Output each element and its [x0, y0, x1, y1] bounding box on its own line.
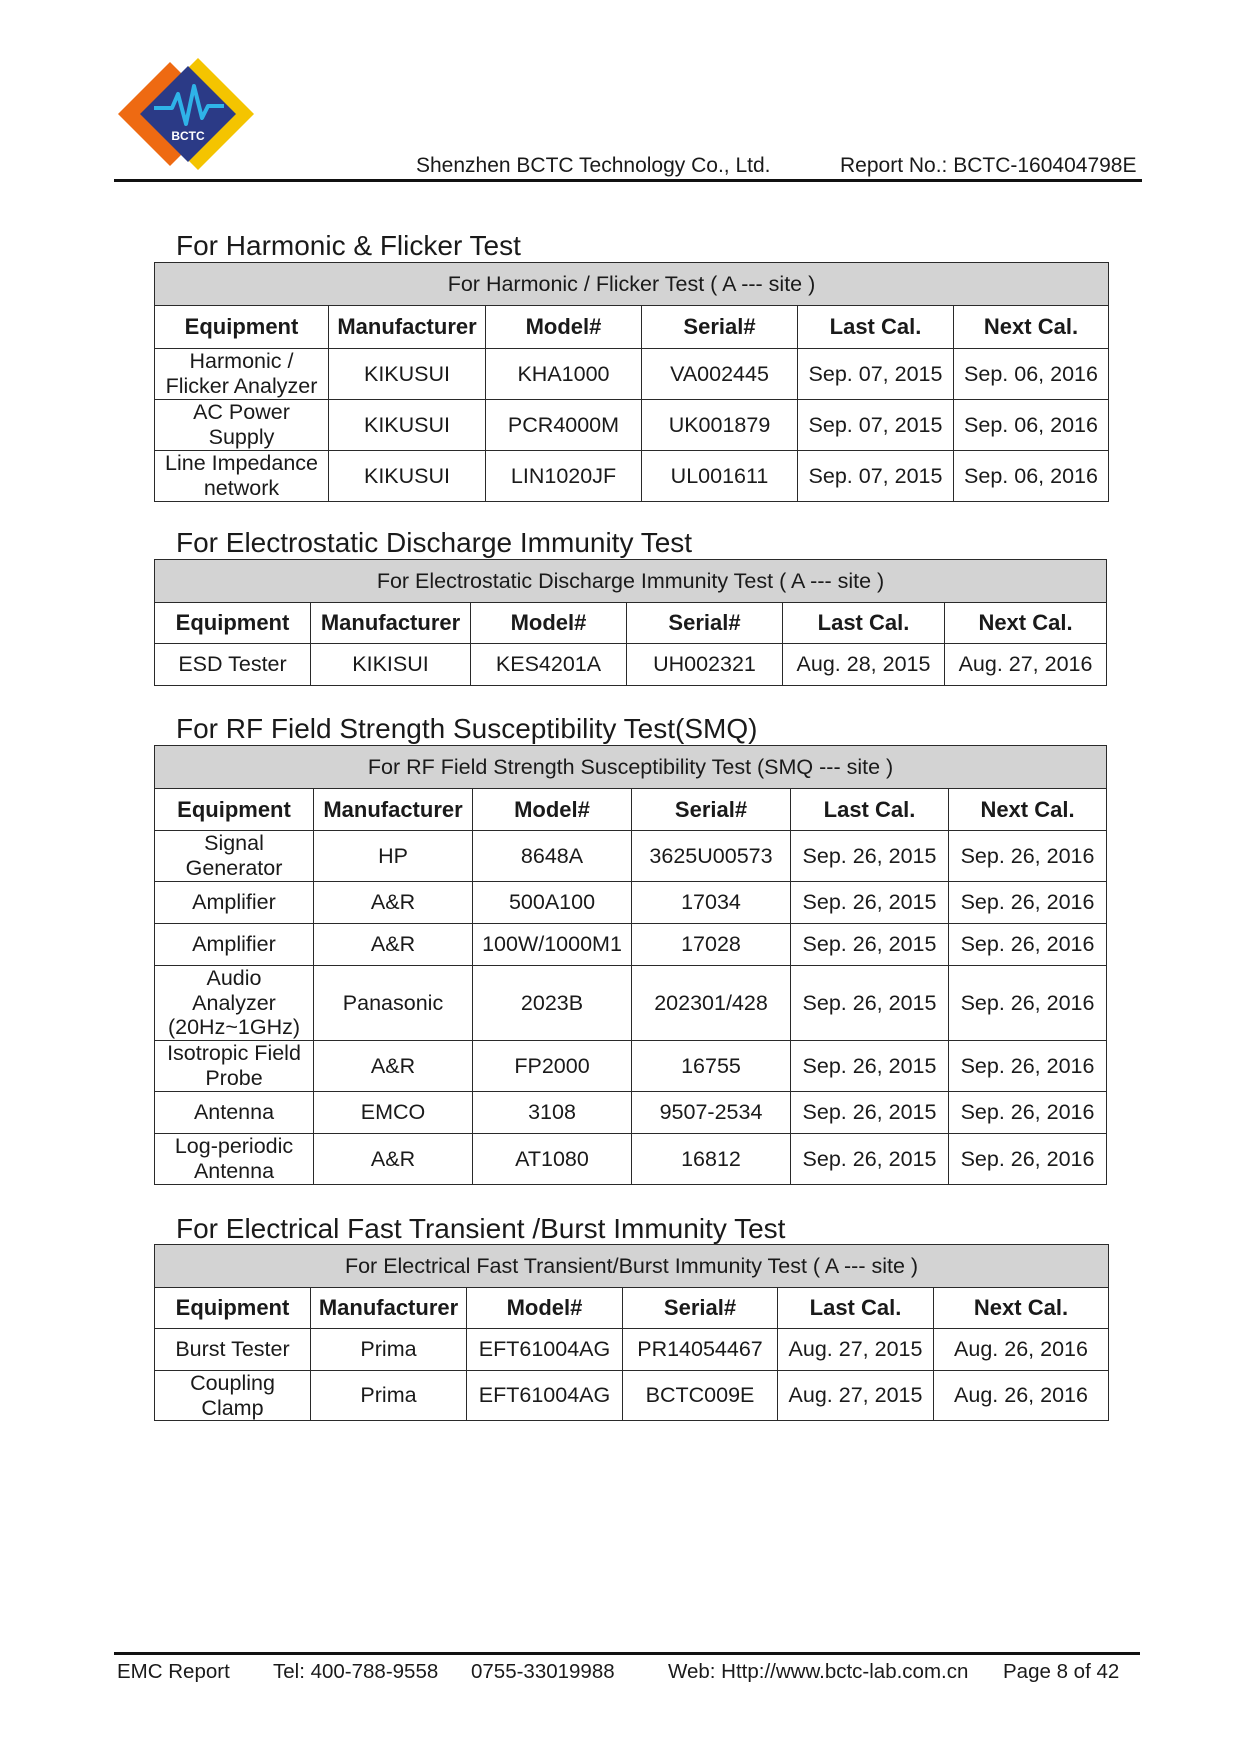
cell-next-cal: Sep. 06, 2016 — [954, 451, 1109, 502]
col-header: Manufacturer — [311, 603, 471, 644]
cell-equipment: Line Impedance network — [155, 451, 329, 502]
cell-next-cal: Sep. 06, 2016 — [954, 349, 1109, 400]
cell-manufacturer: KIKUSUI — [329, 451, 486, 502]
cell-manufacturer: EMCO — [314, 1092, 473, 1134]
table-row — [155, 831, 1107, 882]
cell-serial: 202301/428 — [632, 966, 791, 1041]
col-header: Next Cal. — [954, 306, 1109, 349]
cell-model: AT1080 — [473, 1134, 632, 1185]
cell-serial: 3625U00573 — [632, 831, 791, 882]
col-header: Serial# — [627, 603, 783, 644]
col-header: Equipment — [155, 1288, 311, 1329]
header-divider — [114, 179, 1142, 182]
col-header: Equipment — [155, 603, 311, 644]
cell-equipment: Amplifier — [155, 924, 314, 966]
cell-next-cal: Sep. 06, 2016 — [954, 400, 1109, 451]
table-caption: For Harmonic / Flicker Test ( A --- site ) — [155, 263, 1109, 306]
cell-manufacturer: KIKUSUI — [329, 349, 486, 400]
table-row — [155, 451, 1109, 502]
cell-manufacturer: A&R — [314, 924, 473, 966]
footer-tel-2: 0755-33019988 — [471, 1660, 615, 1683]
cell-manufacturer: Prima — [311, 1371, 467, 1421]
cell-last-cal: Aug. 28, 2015 — [783, 644, 945, 686]
table-caption: For Electrical Fast Transient/Burst Immunity Test ( A --- site ) — [155, 1245, 1109, 1288]
cell-model: EFT61004AG — [467, 1329, 623, 1371]
cell-manufacturer: KIKUSUI — [329, 400, 486, 451]
col-header: Last Cal. — [798, 306, 954, 349]
cell-manufacturer: HP — [314, 831, 473, 882]
table-row — [155, 1134, 1107, 1185]
table-row — [155, 349, 1109, 400]
cell-manufacturer: A&R — [314, 1134, 473, 1185]
table-row — [155, 644, 1107, 686]
logo-text: BCTC — [171, 129, 205, 143]
cell-manufacturer: Prima — [311, 1329, 467, 1371]
col-header: Last Cal. — [778, 1288, 934, 1329]
col-header: Next Cal. — [945, 603, 1107, 644]
col-header: Serial# — [642, 306, 798, 349]
cell-last-cal: Sep. 07, 2015 — [798, 400, 954, 451]
table-row — [155, 882, 1107, 924]
cell-last-cal: Sep. 07, 2015 — [798, 349, 954, 400]
cell-equipment: Log-periodic Antenna — [155, 1134, 314, 1185]
footer-web: Web: Http://www.bctc-lab.com.cn — [668, 1660, 969, 1683]
col-header: Model# — [473, 789, 632, 831]
bctc-logo — [116, 58, 278, 170]
footer-divider — [114, 1652, 1140, 1655]
cell-serial: UH002321 — [627, 644, 783, 686]
section-title-esd: For Electrostatic Discharge Immunity Test — [176, 527, 693, 558]
cell-serial: VA002445 — [642, 349, 798, 400]
cell-last-cal: Aug. 27, 2015 — [778, 1329, 934, 1371]
cell-model: KES4201A — [471, 644, 627, 686]
footer-page-number: Page 8 of 42 — [1003, 1660, 1120, 1683]
cell-serial: UL001611 — [642, 451, 798, 502]
table-caption: For RF Field Strength Susceptibility Test (SMQ --- site ) — [155, 746, 1107, 789]
cell-next-cal: Sep. 26, 2016 — [949, 966, 1107, 1041]
col-header: Next Cal. — [949, 789, 1107, 831]
cell-equipment: Signal Generator — [155, 831, 314, 882]
table-row — [155, 924, 1107, 966]
section-title-harmonic: For Harmonic & Flicker Test — [176, 230, 521, 261]
cell-last-cal: Sep. 26, 2015 — [791, 1041, 949, 1092]
cell-equipment: AC Power Supply — [155, 400, 329, 451]
cell-serial: 17028 — [632, 924, 791, 966]
cell-next-cal: Sep. 26, 2016 — [949, 1092, 1107, 1134]
col-header: Model# — [471, 603, 627, 644]
cell-serial: 16755 — [632, 1041, 791, 1092]
cell-equipment: ESD Tester — [155, 644, 311, 686]
col-header: Next Cal. — [934, 1288, 1109, 1329]
cell-equipment: Coupling Clamp — [155, 1371, 311, 1421]
cell-model: 8648A — [473, 831, 632, 882]
cell-last-cal: Sep. 26, 2015 — [791, 966, 949, 1041]
cell-last-cal: Sep. 26, 2015 — [791, 1134, 949, 1185]
col-header: Model# — [467, 1288, 623, 1329]
cell-equipment: Audio Analyzer (20Hz~1GHz) — [155, 966, 314, 1041]
table-row — [155, 400, 1109, 451]
col-header: Equipment — [155, 789, 314, 831]
cell-model: 100W/1000M1 — [473, 924, 632, 966]
cell-next-cal: Aug. 26, 2016 — [934, 1371, 1109, 1421]
cell-serial: UK001879 — [642, 400, 798, 451]
col-header: Last Cal. — [783, 603, 945, 644]
cell-next-cal: Sep. 26, 2016 — [949, 1041, 1107, 1092]
cell-equipment: Harmonic / Flicker Analyzer — [155, 349, 329, 400]
col-header: Model# — [486, 306, 642, 349]
company-name: Shenzhen BCTC Technology Co., Ltd. — [416, 154, 771, 177]
cell-last-cal: Aug. 27, 2015 — [778, 1371, 934, 1421]
cell-last-cal: Sep. 07, 2015 — [798, 451, 954, 502]
cell-last-cal: Sep. 26, 2015 — [791, 831, 949, 882]
cell-model: FP2000 — [473, 1041, 632, 1092]
cell-equipment: Amplifier — [155, 882, 314, 924]
table-eft — [154, 1244, 1109, 1421]
cell-serial: BCTC009E — [623, 1371, 778, 1421]
cell-manufacturer: A&R — [314, 882, 473, 924]
col-header: Equipment — [155, 306, 329, 349]
cell-model: 500A100 — [473, 882, 632, 924]
table-row — [155, 1371, 1109, 1421]
table-caption: For Electrostatic Discharge Immunity Test ( A --- site ) — [155, 560, 1107, 603]
cell-model: KHA1000 — [486, 349, 642, 400]
table-row — [155, 966, 1107, 1041]
table-harmonic — [154, 262, 1109, 502]
footer-report-type: EMC Report — [117, 1660, 230, 1683]
table-row — [155, 1092, 1107, 1134]
col-header: Manufacturer — [311, 1288, 467, 1329]
cell-manufacturer: A&R — [314, 1041, 473, 1092]
cell-last-cal: Sep. 26, 2015 — [791, 1092, 949, 1134]
cell-model: 3108 — [473, 1092, 632, 1134]
cell-next-cal: Sep. 26, 2016 — [949, 1134, 1107, 1185]
cell-model: LIN1020JF — [486, 451, 642, 502]
cell-model: EFT61004AG — [467, 1371, 623, 1421]
cell-manufacturer: Panasonic — [314, 966, 473, 1041]
cell-serial: 16812 — [632, 1134, 791, 1185]
table-row — [155, 1041, 1107, 1092]
cell-next-cal: Sep. 26, 2016 — [949, 831, 1107, 882]
cell-equipment: Isotropic Field Probe — [155, 1041, 314, 1092]
cell-serial: PR14054467 — [623, 1329, 778, 1371]
table-rf — [154, 745, 1107, 1185]
table-esd — [154, 559, 1107, 686]
report-number: Report No.: BCTC-160404798E — [840, 154, 1137, 177]
table-row — [155, 1329, 1109, 1371]
cell-serial: 17034 — [632, 882, 791, 924]
cell-equipment: Burst Tester — [155, 1329, 311, 1371]
footer-tel: Tel: 400-788-9558 — [273, 1660, 439, 1683]
cell-model: PCR4000M — [486, 400, 642, 451]
cell-equipment: Antenna — [155, 1092, 314, 1134]
cell-last-cal: Sep. 26, 2015 — [791, 924, 949, 966]
col-header: Serial# — [623, 1288, 778, 1329]
col-header: Manufacturer — [329, 306, 486, 349]
cell-last-cal: Sep. 26, 2015 — [791, 882, 949, 924]
cell-next-cal: Sep. 26, 2016 — [949, 882, 1107, 924]
cell-next-cal: Aug. 27, 2016 — [945, 644, 1107, 686]
col-header: Manufacturer — [314, 789, 473, 831]
section-title-eft: For Electrical Fast Transient /Burst Immunity Test — [176, 1213, 786, 1244]
cell-next-cal: Sep. 26, 2016 — [949, 924, 1107, 966]
cell-next-cal: Aug. 26, 2016 — [934, 1329, 1109, 1371]
cell-serial: 9507-2534 — [632, 1092, 791, 1134]
section-title-rf: For RF Field Strength Susceptibility Test(SMQ) — [176, 713, 758, 744]
cell-model: 2023B — [473, 966, 632, 1041]
col-header: Last Cal. — [791, 789, 949, 831]
cell-manufacturer: KIKISUI — [311, 644, 471, 686]
col-header: Serial# — [632, 789, 791, 831]
